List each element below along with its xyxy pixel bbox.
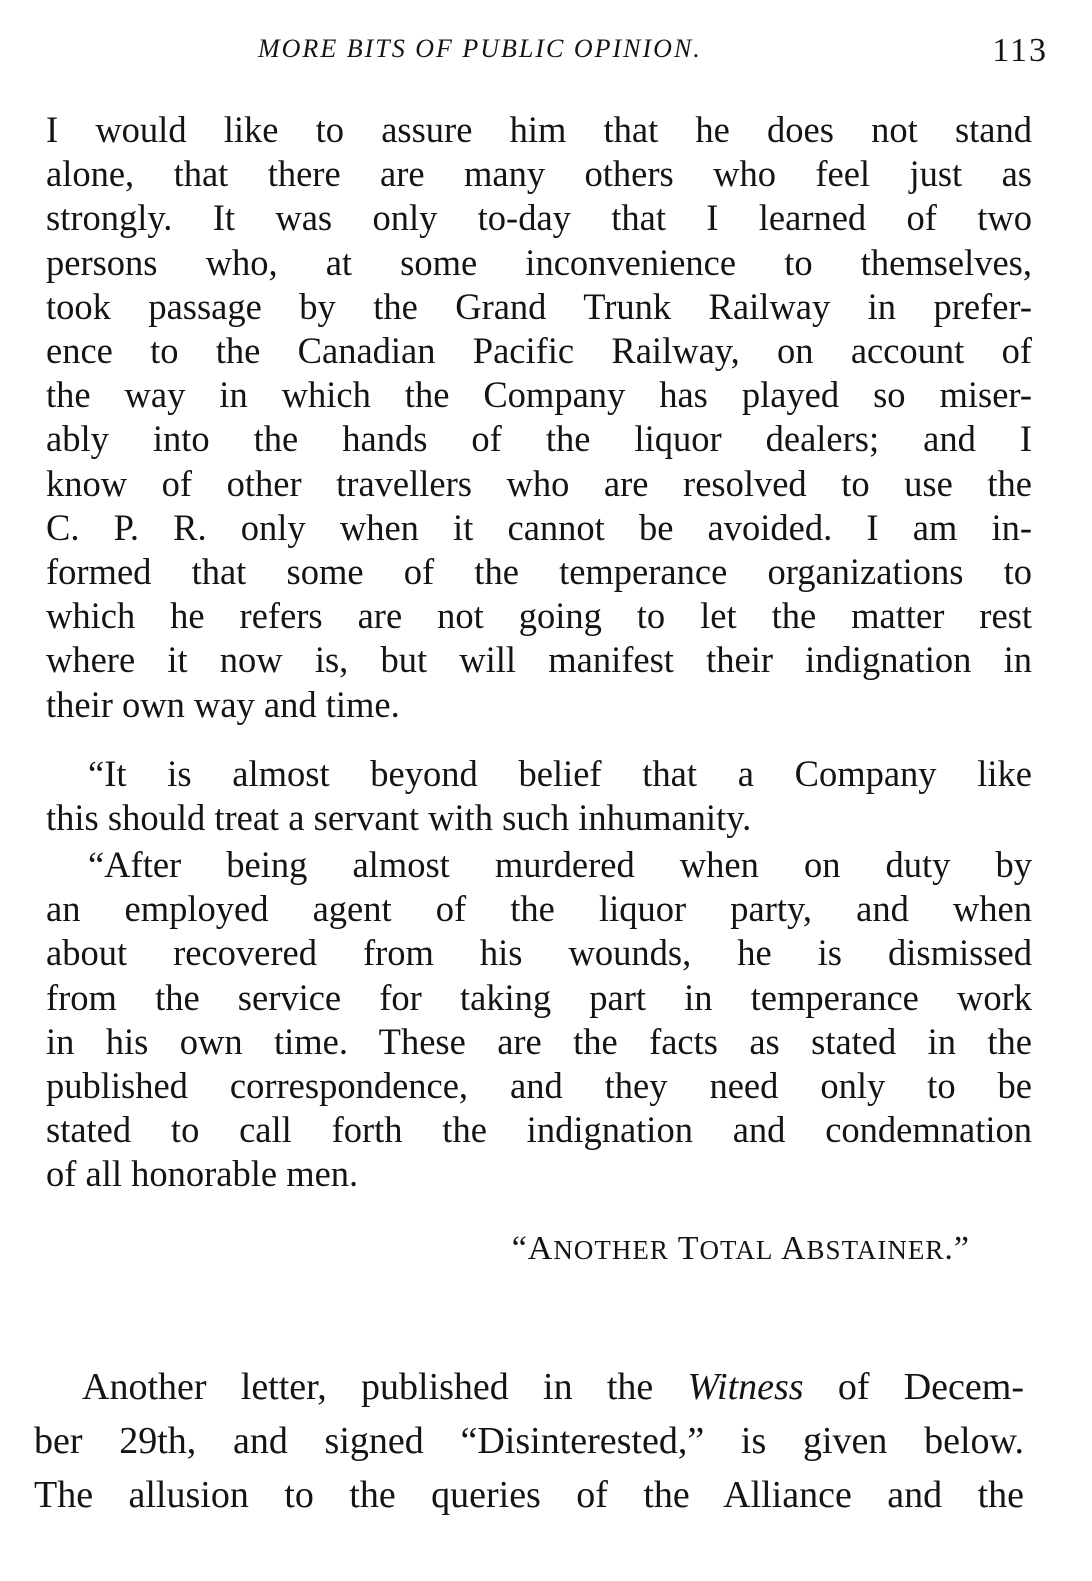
text-line: [34, 1360, 1024, 1414]
signature-initial: T: [677, 1230, 700, 1267]
text-line: an employed agent of the liquor party, and when: [46, 888, 1032, 930]
publication-name: Witness: [687, 1366, 804, 1408]
text-line: alone, that there are many others who feel just as: [46, 153, 1032, 195]
text-line: published correspondence, and they need only to be: [46, 1065, 1032, 1107]
text-line: took passage by the Grand Trunk Railway in prefer-: [46, 285, 1032, 327]
text-line: formed that some of the temperance organizations to: [46, 551, 1032, 593]
text-line: their own way and time.: [46, 683, 400, 725]
text-line: this should treat a servant with such inhumanity.: [46, 797, 752, 839]
text-line: in his own time. These are the facts as stated in the: [46, 1020, 1032, 1062]
text-line: of all honorable men.: [46, 1153, 359, 1195]
signature-initial: A: [527, 1230, 554, 1267]
letter-paragraph-1: [46, 108, 1032, 727]
running-head: [40, 28, 1048, 78]
signature-close: .”: [944, 1230, 970, 1267]
text-line: ber 29th, and signed “Disinterested,” is given below.: [34, 1420, 1024, 1462]
signature-small-caps: BSTAINER: [806, 1235, 945, 1265]
text-line: from the service for taking part in temperance work: [46, 976, 1032, 1018]
running-title: MORE BITS OF PUBLIC OPINION.: [258, 34, 702, 63]
text-line: “After being almost murdered when on duty by: [88, 844, 1032, 885]
text-line: know of other travellers who are resolved to use the: [46, 462, 1032, 504]
intro-text: Another letter, published in the: [82, 1366, 688, 1408]
text-line: persons who, at some inconvenience to themselves,: [46, 241, 1032, 283]
intro-text: of Decem-: [803, 1366, 1024, 1408]
signature-small-caps: NOTHER: [553, 1235, 669, 1265]
letter-signature: [512, 1230, 970, 1268]
text-line: I would like to assure him that he does not stand: [46, 109, 1032, 150]
text-line: stated to call forth the indignation and condemnation: [46, 1109, 1032, 1151]
text-line: C. P. R. only when it cannot be avoided. I am in-: [46, 506, 1032, 548]
text-line: where it now is, but will manifest their indignation in: [46, 639, 1032, 681]
signature-initial: A: [780, 1230, 807, 1267]
signature-small-caps: OTAL: [699, 1235, 774, 1265]
letter-paragraph-2: [46, 752, 1032, 840]
text-line: The allusion to the queries of the Alliance and the: [34, 1474, 1024, 1516]
text-line: the way in which the Company has played so miser-: [46, 374, 1032, 416]
signature-open-quote: “: [511, 1230, 528, 1267]
text-line: strongly. It was only to-day that I learned of two: [46, 197, 1032, 239]
letter-paragraph-3: [46, 843, 1032, 1197]
text-line: ably into the hands of the liquor dealers; and I: [46, 418, 1032, 460]
page-number: 113: [992, 32, 1048, 69]
text-line: about recovered from his wounds, he is dismissed: [46, 932, 1032, 974]
text-line: which he refers are not going to let the matter rest: [46, 595, 1032, 637]
introduction-paragraph: [34, 1360, 1024, 1522]
text-line: ence to the Canadian Pacific Railway, on account of: [46, 330, 1032, 372]
text-line: “It is almost beyond belief that a Company like: [88, 753, 1032, 794]
